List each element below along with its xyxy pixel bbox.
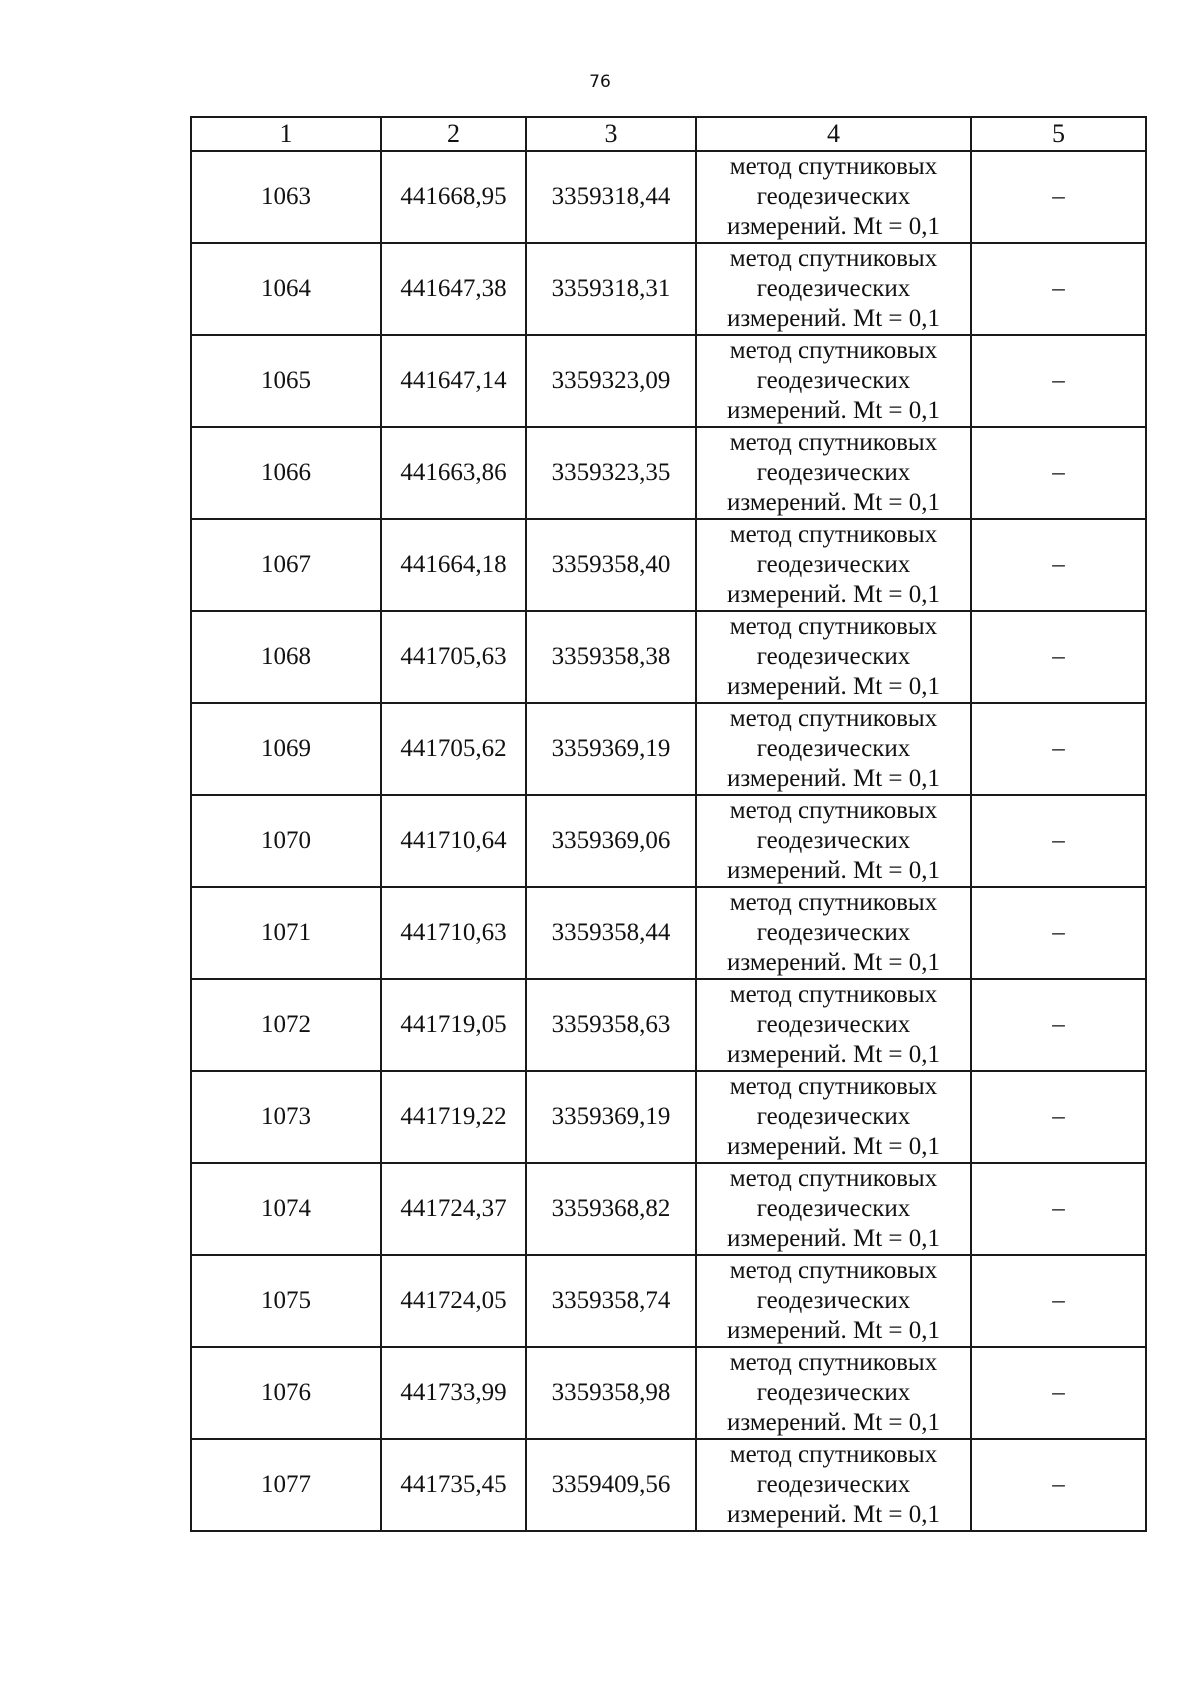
method-line: измерений. Mt = 0,1 xyxy=(726,1317,941,1344)
point-number-cell: 1075 xyxy=(191,1255,381,1347)
method-line: геодезических xyxy=(756,735,911,762)
note-cell: – xyxy=(971,979,1146,1071)
y-coordinate-cell: 3359369,19 xyxy=(526,703,696,795)
method-cell xyxy=(696,1439,971,1531)
note-cell: – xyxy=(971,1439,1146,1531)
table-row xyxy=(191,611,1146,703)
method-cell xyxy=(696,427,971,519)
table-row xyxy=(191,1163,1146,1255)
point-number-cell: 1077 xyxy=(191,1439,381,1531)
x-coordinate-cell: 441647,14 xyxy=(381,335,526,427)
method-line: измерений. Mt = 0,1 xyxy=(726,857,941,884)
point-number-cell: 1074 xyxy=(191,1163,381,1255)
method-line: измерений. Mt = 0,1 xyxy=(726,305,941,332)
table-row xyxy=(191,1347,1146,1439)
method-cell xyxy=(696,979,971,1071)
method-line: метод спутниковых xyxy=(729,1165,938,1192)
table-row xyxy=(191,1255,1146,1347)
y-coordinate-cell: 3359358,98 xyxy=(526,1347,696,1439)
table-row xyxy=(191,795,1146,887)
method-line: метод спутниковых xyxy=(729,1073,938,1100)
note-cell: – xyxy=(971,887,1146,979)
method-cell xyxy=(696,795,971,887)
point-number-cell: 1066 xyxy=(191,427,381,519)
y-coordinate-cell: 3359323,09 xyxy=(526,335,696,427)
method-cell xyxy=(696,703,971,795)
method-cell xyxy=(696,151,971,243)
point-number-cell: 1063 xyxy=(191,151,381,243)
y-coordinate-cell: 3359368,82 xyxy=(526,1163,696,1255)
method-line: геодезических xyxy=(756,367,911,394)
header-cell-3: 3 xyxy=(526,117,696,151)
note-cell: – xyxy=(971,151,1146,243)
header-cell-4: 4 xyxy=(696,117,971,151)
method-line: геодезических xyxy=(756,459,911,486)
method-line: метод спутниковых xyxy=(729,613,938,640)
table-header-row xyxy=(191,117,1146,151)
y-coordinate-cell: 3359358,38 xyxy=(526,611,696,703)
method-line: метод спутниковых xyxy=(729,1257,938,1284)
y-coordinate-cell: 3359323,35 xyxy=(526,427,696,519)
method-line: измерений. Mt = 0,1 xyxy=(726,949,941,976)
method-line: геодезических xyxy=(756,183,911,210)
x-coordinate-cell: 441735,45 xyxy=(381,1439,526,1531)
y-coordinate-cell: 3359318,31 xyxy=(526,243,696,335)
x-coordinate-cell: 441710,64 xyxy=(381,795,526,887)
table-row xyxy=(191,335,1146,427)
note-cell: – xyxy=(971,703,1146,795)
method-line: измерений. Mt = 0,1 xyxy=(726,1133,941,1160)
method-line: измерений. Mt = 0,1 xyxy=(726,1225,941,1252)
method-line: геодезических xyxy=(756,1103,911,1130)
point-number-cell: 1070 xyxy=(191,795,381,887)
method-line: метод спутниковых xyxy=(729,153,938,180)
method-line: геодезических xyxy=(756,827,911,854)
method-line: метод спутниковых xyxy=(729,1349,938,1376)
method-cell xyxy=(696,519,971,611)
x-coordinate-cell: 441705,63 xyxy=(381,611,526,703)
point-number-cell: 1068 xyxy=(191,611,381,703)
point-number-cell: 1067 xyxy=(191,519,381,611)
table-row xyxy=(191,1439,1146,1531)
point-number-cell: 1065 xyxy=(191,335,381,427)
method-line: измерений. Mt = 0,1 xyxy=(726,765,941,792)
y-coordinate-cell: 3359358,40 xyxy=(526,519,696,611)
point-number-cell: 1076 xyxy=(191,1347,381,1439)
table-row xyxy=(191,151,1146,243)
method-cell xyxy=(696,1163,971,1255)
x-coordinate-cell: 441705,62 xyxy=(381,703,526,795)
method-cell xyxy=(696,1347,971,1439)
method-line: метод спутниковых xyxy=(729,245,938,272)
x-coordinate-cell: 441668,95 xyxy=(381,151,526,243)
method-cell xyxy=(696,335,971,427)
method-line: геодезических xyxy=(756,1195,911,1222)
note-cell: – xyxy=(971,427,1146,519)
header-cell-5: 5 xyxy=(971,117,1146,151)
method-line: метод спутниковых xyxy=(729,429,938,456)
method-line: метод спутниковых xyxy=(729,1441,938,1468)
method-cell xyxy=(696,1255,971,1347)
point-number-cell: 1073 xyxy=(191,1071,381,1163)
table-row xyxy=(191,519,1146,611)
y-coordinate-cell: 3359358,74 xyxy=(526,1255,696,1347)
table-row xyxy=(191,979,1146,1071)
method-line: геодезических xyxy=(756,919,911,946)
point-number-cell: 1064 xyxy=(191,243,381,335)
method-line: измерений. Mt = 0,1 xyxy=(726,1041,941,1068)
x-coordinate-cell: 441724,37 xyxy=(381,1163,526,1255)
x-coordinate-cell: 441719,22 xyxy=(381,1071,526,1163)
method-line: геодезических xyxy=(756,1011,911,1038)
y-coordinate-cell: 3359358,44 xyxy=(526,887,696,979)
x-coordinate-cell: 441719,05 xyxy=(381,979,526,1071)
table-row xyxy=(191,243,1146,335)
table-row xyxy=(191,427,1146,519)
x-coordinate-cell: 441647,38 xyxy=(381,243,526,335)
header-cell-2: 2 xyxy=(381,117,526,151)
note-cell: – xyxy=(971,1163,1146,1255)
note-cell: – xyxy=(971,243,1146,335)
x-coordinate-cell: 441663,86 xyxy=(381,427,526,519)
method-line: измерений. Mt = 0,1 xyxy=(726,1409,941,1436)
point-number-cell: 1069 xyxy=(191,703,381,795)
y-coordinate-cell: 3359358,63 xyxy=(526,979,696,1071)
method-line: измерений. Mt = 0,1 xyxy=(726,1501,941,1528)
table-row xyxy=(191,703,1146,795)
method-cell xyxy=(696,1071,971,1163)
method-line: измерений. Mt = 0,1 xyxy=(726,213,941,240)
method-cell xyxy=(696,611,971,703)
note-cell: – xyxy=(971,519,1146,611)
note-cell: – xyxy=(971,795,1146,887)
method-line: метод спутниковых xyxy=(729,521,938,548)
note-cell: – xyxy=(971,1255,1146,1347)
note-cell: – xyxy=(971,611,1146,703)
method-line: измерений. Mt = 0,1 xyxy=(726,397,941,424)
table-row xyxy=(191,1071,1146,1163)
method-line: геодезических xyxy=(756,1379,911,1406)
y-coordinate-cell: 3359369,19 xyxy=(526,1071,696,1163)
method-line: измерений. Mt = 0,1 xyxy=(726,673,941,700)
method-line: геодезических xyxy=(756,275,911,302)
method-line: измерений. Mt = 0,1 xyxy=(726,581,941,608)
x-coordinate-cell: 441664,18 xyxy=(381,519,526,611)
x-coordinate-cell: 441733,99 xyxy=(381,1347,526,1439)
method-line: геодезических xyxy=(756,551,911,578)
table-row xyxy=(191,887,1146,979)
method-line: метод спутниковых xyxy=(729,337,938,364)
note-cell: – xyxy=(971,335,1146,427)
y-coordinate-cell: 3359318,44 xyxy=(526,151,696,243)
note-cell: – xyxy=(971,1071,1146,1163)
method-line: геодезических xyxy=(756,643,911,670)
method-line: измерений. Mt = 0,1 xyxy=(726,489,941,516)
page-number: 76 xyxy=(589,72,611,92)
method-cell xyxy=(696,243,971,335)
method-line: метод спутниковых xyxy=(729,889,938,916)
method-line: метод спутниковых xyxy=(729,981,938,1008)
header-cell-1: 1 xyxy=(191,117,381,151)
method-line: метод спутниковых xyxy=(729,797,938,824)
method-line: геодезических xyxy=(756,1471,911,1498)
table-body xyxy=(191,117,1146,1531)
method-cell xyxy=(696,887,971,979)
method-line: геодезических xyxy=(756,1287,911,1314)
y-coordinate-cell: 3359409,56 xyxy=(526,1439,696,1531)
point-number-cell: 1072 xyxy=(191,979,381,1071)
method-line: метод спутниковых xyxy=(729,705,938,732)
note-cell: – xyxy=(971,1347,1146,1439)
x-coordinate-cell: 441724,05 xyxy=(381,1255,526,1347)
point-number-cell: 1071 xyxy=(191,887,381,979)
x-coordinate-cell: 441710,63 xyxy=(381,887,526,979)
y-coordinate-cell: 3359369,06 xyxy=(526,795,696,887)
coordinates-table xyxy=(190,116,1147,1532)
